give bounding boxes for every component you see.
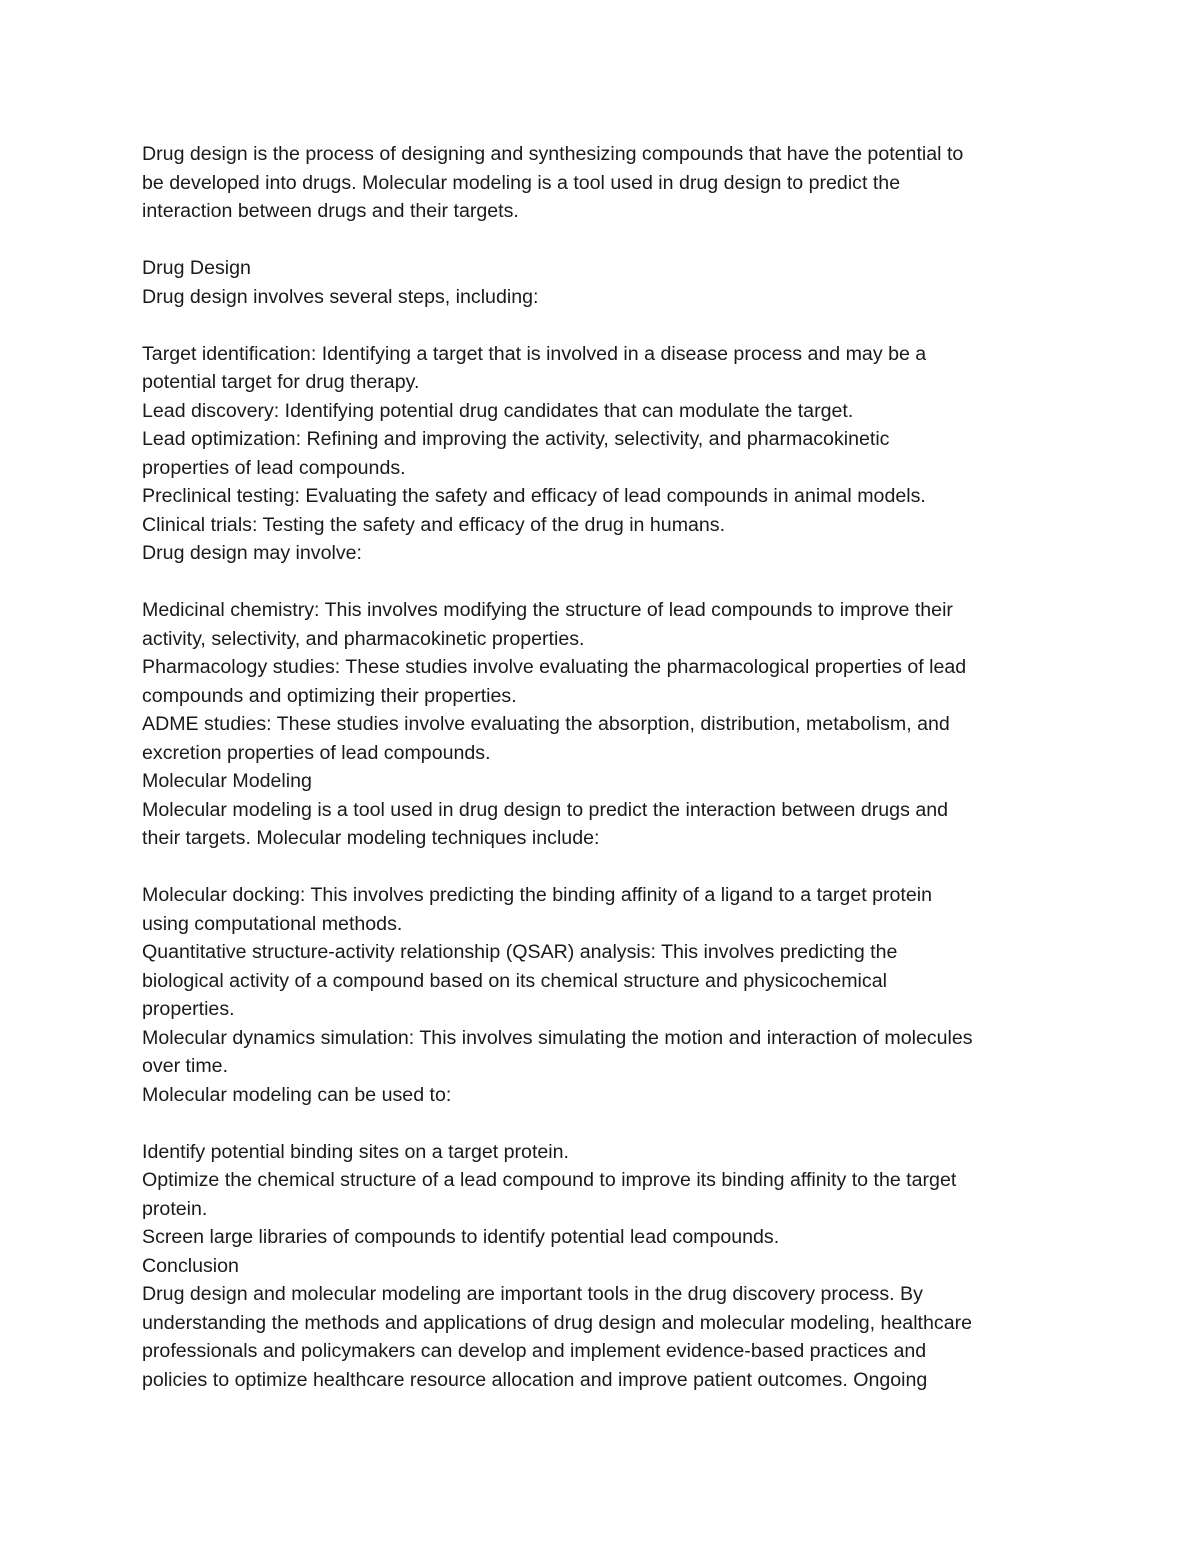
blank-line [142, 1109, 1072, 1138]
text-line: Pharmacology studies: These studies involve evaluating the pharmacological properties of lead [142, 656, 967, 678]
text-line: Screen large libraries of compounds to identify potential lead compounds. [142, 1226, 780, 1248]
text-line: protein. [142, 1197, 208, 1220]
text-line: compounds and optimizing their properties. [142, 684, 517, 707]
text-line: Molecular dynamics simulation: This involves simulating the motion and interaction of molecules [142, 1026, 973, 1049]
text-line: Drug design and molecular modeling are important tools in the drug discovery process. By [142, 1283, 923, 1305]
text-line: ADME studies: These studies involve evaluating the absorption, distribution, metabolism, and [142, 713, 950, 735]
text-line: Drug design involves several steps, including: [142, 285, 539, 308]
blank-line [142, 226, 1072, 255]
text-line: biological activity of a compound based on its chemical structure and physicochemical [142, 969, 887, 992]
section-heading-conclusion: Conclusion [142, 1254, 239, 1277]
text-line: Clinical trials: Testing the safety and efficacy of the drug in humans. [142, 513, 726, 536]
text-line: Target identification: Identifying a target that is involved in a disease process and may be a [142, 342, 927, 365]
text-line: Medicinal chemistry: This involves modifying the structure of lead compounds to improve their [142, 599, 953, 621]
text-line: policies to optimize healthcare resource allocation and improve patient outcomes. Ongoing [142, 1368, 928, 1391]
text-line: Drug design is the process of designing and synthesizing compounds that have the potential to [142, 143, 964, 165]
text-line: using computational methods. [142, 912, 403, 935]
text-line: Optimize the chemical structure of a lead compound to improve its binding affinity to the target [142, 1169, 957, 1191]
text-line: Molecular modeling is a tool used in drug design to predict the interaction between drugs and [142, 798, 949, 821]
section-heading-drug-design: Drug Design [142, 257, 251, 279]
text-line: excretion properties of lead compounds. [142, 741, 491, 764]
blank-line [142, 568, 1072, 597]
text-line: potential target for drug therapy. [142, 371, 420, 393]
text-line: properties. [142, 998, 235, 1020]
text-line: properties of lead compounds. [142, 456, 406, 479]
blank-line [142, 311, 1072, 340]
text-line: interaction between drugs and their targets. [142, 200, 519, 222]
text-line: Preclinical testing: Evaluating the safety and efficacy of lead compounds in animal models. [142, 485, 926, 507]
text-line: activity, selectivity, and pharmacokinetic properties. [142, 627, 585, 650]
text-line: professionals and policymakers can develop and implement evidence-based practices and [142, 1340, 927, 1362]
text-line: their targets. Molecular modeling techniques include: [142, 827, 600, 849]
text-line: Identify potential binding sites on a target protein. [142, 1140, 569, 1163]
blank-line [142, 853, 1072, 882]
text-line: Lead discovery: Identifying potential drug candidates that can modulate the target. [142, 399, 854, 422]
text-line: over time. [142, 1055, 229, 1077]
text-line: Drug design may involve: [142, 542, 362, 564]
document-body [142, 140, 1072, 1394]
text-line: Molecular docking: This involves predicting the binding affinity of a ligand to a target protein [142, 884, 933, 906]
text-line: Lead optimization: Refining and improving the activity, selectivity, and pharmacokinetic [142, 428, 890, 450]
section-heading-molecular-modeling: Molecular Modeling [142, 770, 312, 792]
text-line: Quantitative structure-activity relationship (QSAR) analysis: This involves predicting the [142, 941, 898, 963]
text-line: Molecular modeling can be used to: [142, 1083, 452, 1106]
text-line: understanding the methods and applications of drug design and molecular modeling, healthcare [142, 1311, 973, 1334]
text-line: be developed into drugs. Molecular modeling is a tool used in drug design to predict the [142, 171, 901, 194]
